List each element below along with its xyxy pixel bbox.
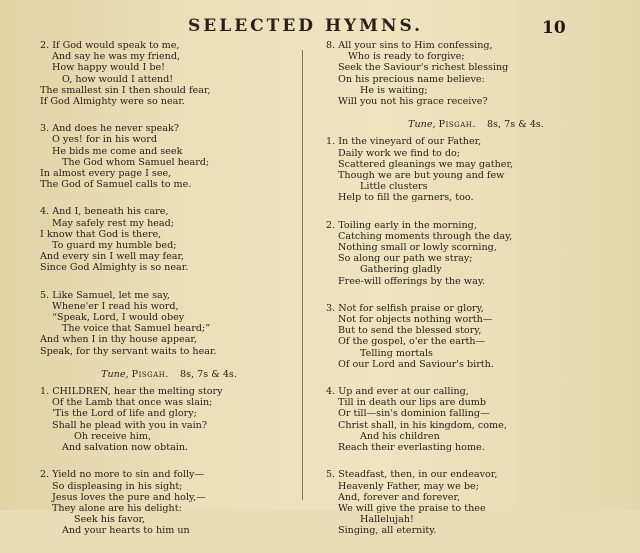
verse: [326, 386, 626, 453]
verse-line: “Speak, Lord, I would obey: [52, 312, 185, 324]
verse-line: Whene'er I read his word,: [52, 300, 179, 312]
verse-line: Not for objects nothing worth—: [338, 314, 493, 326]
left-column: [40, 40, 298, 553]
verse-line: Jesus loves the pure and holy,—: [52, 491, 206, 503]
verse: [326, 136, 626, 203]
verse-line: Will you not his grace receive?: [338, 96, 488, 108]
verse-line: And every sin I well may fear,: [40, 251, 185, 263]
verse-line: He bids me come and seek: [52, 145, 183, 157]
verse-line: 2. Toiling early in the morning,: [326, 219, 477, 231]
tune-label: Tune,: [408, 119, 436, 131]
verse: [326, 469, 626, 536]
column-divider: [302, 50, 303, 500]
right-column: [326, 40, 626, 553]
verse-line: The God of Samuel calls to me.: [40, 179, 192, 191]
tune-name: Pisgah.: [438, 119, 476, 131]
verse: [326, 220, 626, 287]
verse-line: 3. And does he never speak?: [40, 123, 179, 135]
tune-heading: [326, 119, 626, 130]
verse-line: Of the gospel, o'er the earth—: [338, 336, 486, 348]
page-title: SELECTED HYMNS.: [188, 16, 424, 36]
tune-name: Pisgah.: [131, 368, 169, 380]
verse-line: Gathering gladly: [360, 264, 442, 276]
verse-line: O, how would I attend!: [62, 73, 174, 85]
verse-line: O yes! for in his word: [52, 134, 158, 146]
verse-line: Heavenly Father, may we be;: [338, 480, 479, 492]
verse: [40, 469, 298, 536]
verse-line: Oh receive him,: [74, 430, 152, 442]
verse-line: And, forever and forever,: [338, 491, 461, 503]
verse-line: Daily work we find to do;: [338, 147, 460, 159]
verse-line: 2. Yield no more to sin and folly—: [40, 469, 205, 481]
verse-line: If God Almighty were so near.: [40, 96, 185, 108]
verse-line: 5. Like Samuel, let me say,: [40, 289, 170, 301]
verse-line: Till in death our lips are dumb: [338, 397, 487, 409]
verse-line: 'Tis the Lord of life and glory;: [52, 408, 197, 420]
verse-line: To guard my humble bed;: [52, 240, 177, 252]
verse-line: Singing, all eternity.: [338, 525, 437, 537]
verse-line: Seek his favor,: [74, 514, 146, 526]
verse-line: 5. Steadfast, then, in our endeavor,: [326, 469, 498, 481]
verse-line: Of the Lamb that once was slain;: [52, 397, 213, 409]
verse-line: Speak, for thy servant waits to hear.: [40, 345, 217, 357]
verse-line: 3. Not for selfish praise or glory,: [326, 302, 484, 314]
verse-line: Scattered gleanings we may gather,: [338, 158, 514, 170]
verse-line: So along our path we stray;: [338, 253, 473, 265]
verse-line: 2. If God would speak to me,: [40, 40, 180, 51]
verse-line: 1. In the vineyard of our Father,: [326, 136, 482, 148]
verse-line: Though we are but young and few: [338, 170, 505, 182]
verse-line: Shall he plead with you in vain?: [52, 419, 207, 431]
verse-line: He is waiting;: [360, 84, 428, 96]
verse-line: Hallelujah!: [360, 514, 414, 526]
verse-line: 4. Up and ever at our calling,: [326, 386, 469, 398]
verse: [40, 386, 298, 453]
verse-line: Since God Almighty is so near.: [40, 262, 189, 274]
verse-line: Or till—sin's dominion falling—: [338, 408, 490, 420]
verse-line: Christ shall, in his kingdom, come,: [338, 419, 507, 431]
verse-line: 8. All your sins to Him confessing,: [326, 40, 493, 51]
verse-line: Help to fill the garners, too.: [338, 192, 474, 204]
tune-meter: 8s, 7s & 4s.: [487, 119, 544, 131]
verse: [40, 40, 298, 107]
verse-line: The voice that Samuel heard;”: [62, 323, 211, 335]
verse: [326, 40, 626, 107]
verse-line: Reach their everlasting home.: [338, 442, 485, 454]
verse-line: The smallest sin I then should fear,: [40, 84, 211, 96]
verse-line: And your hearts to him un: [62, 525, 190, 537]
verse-line: We will give the praise to thee: [338, 502, 486, 514]
verse-line: They alone are his delight:: [52, 502, 182, 514]
verse-line: The God whom Samuel heard;: [62, 156, 210, 168]
verse-line: Seek the Saviour's richest blessing: [338, 62, 509, 74]
verse: [40, 123, 298, 190]
verse-line: Little clusters: [360, 181, 428, 193]
verse-line: Telling mortals: [360, 347, 433, 359]
verse: [40, 206, 298, 273]
verse-line: So displeasing in his sight;: [52, 480, 183, 492]
verse-line: And say he was my friend,: [52, 51, 181, 63]
verse-line: How happy would I be!: [52, 62, 165, 74]
verse-line: 4. And I, beneath his care,: [40, 206, 169, 218]
verse-line: But to send the blessed story,: [338, 325, 482, 337]
tune-meter: 8s, 7s & 4s.: [180, 368, 237, 380]
page-number: 10: [542, 18, 566, 38]
verse-line: On his precious name believe:: [338, 73, 485, 85]
verse-line: Catching moments through the day,: [338, 230, 513, 242]
verse-line: Free-will offerings by the way.: [338, 275, 486, 287]
verse-line: In almost every page I see,: [40, 168, 172, 180]
verse-line: And salvation now obtain.: [62, 442, 189, 454]
verse: [40, 290, 298, 357]
verse: [326, 303, 626, 370]
verse-line: Nothing small or lowly scorning,: [338, 242, 497, 254]
verse-line: Who is ready to forgive;: [348, 51, 465, 63]
tune-heading: [40, 369, 298, 380]
tune-label: Tune,: [101, 368, 129, 380]
verse-line: And when I in thy house appear,: [40, 334, 197, 346]
verse-line: May safely rest my head;: [52, 217, 175, 229]
verse-line: 1. CHILDREN, hear the melting story: [40, 386, 223, 398]
verse-line: And his children: [360, 430, 440, 442]
verse-line: Of our Lord and Saviour's birth.: [338, 358, 494, 370]
verse-line: I know that God is there,: [40, 228, 162, 240]
